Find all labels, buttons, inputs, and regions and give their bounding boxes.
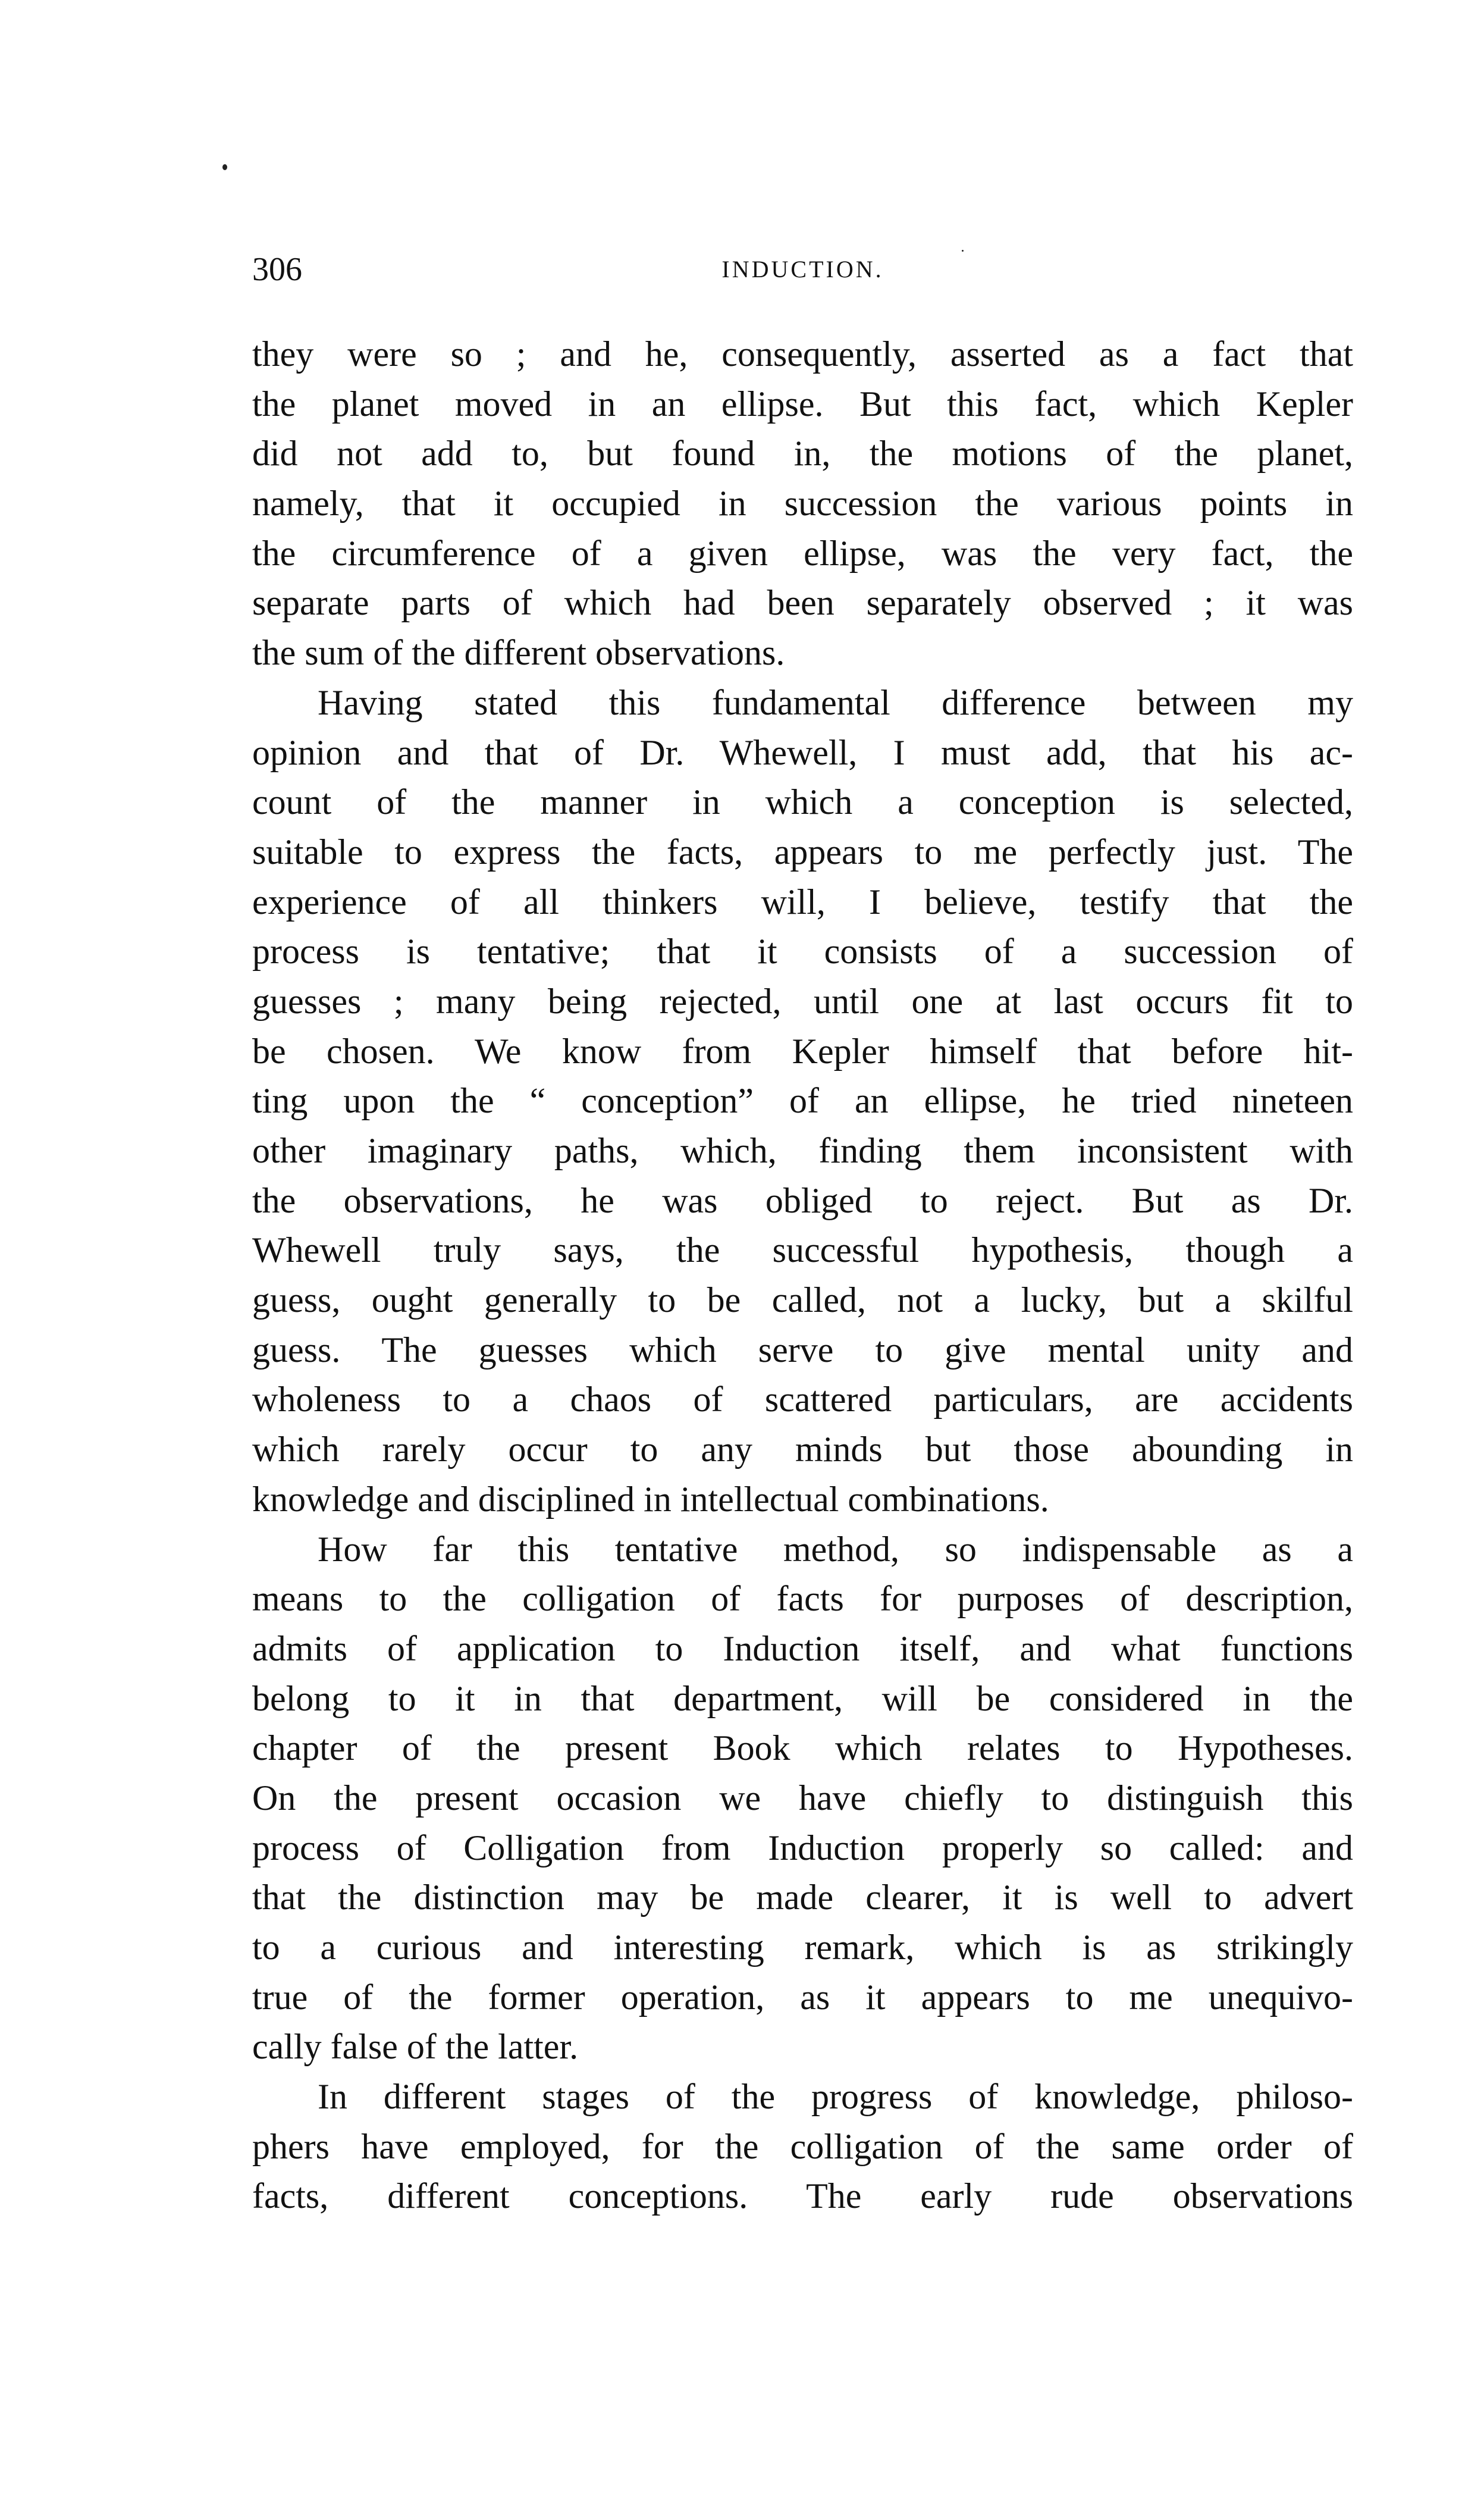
text-line: cally false of the latter.	[252, 2027, 579, 2067]
text-line: wholeness to a chaos of scattered particulars, are accidents	[252, 1380, 1353, 1420]
text-line: true of the former operation, as it appears to me unequivo-	[252, 1977, 1353, 2017]
text-line: to a curious and interesting remark, which is as strikingly	[252, 1928, 1353, 1967]
text-line: other imaginary paths, which, finding them inconsistent with	[252, 1131, 1353, 1170]
scan-speck	[222, 164, 227, 170]
text-line: namely, that it occupied in succession the various points in	[252, 484, 1353, 524]
body-text	[252, 330, 1353, 2222]
text-line: separate parts of which had been separately observed ; it was	[252, 583, 1353, 623]
paragraph	[252, 678, 1353, 1525]
text-line: ting upon the “ conception” of an ellipse, he tried nineteen	[252, 1081, 1353, 1121]
text-line: guess. The guesses which serve to give mental unity and	[252, 1330, 1353, 1370]
text-line: On the present occasion we have chiefly to distinguish this	[252, 1778, 1353, 1818]
text-line: admits of application to Induction itself, and what functions	[252, 1628, 1353, 1668]
text-line: In different stages of the progress of knowledge, philoso-	[318, 2077, 1353, 2117]
text-line: phers have employed, for the colligation of the same order of	[252, 2126, 1353, 2166]
text-line: means to the colligation of facts for purposes of description,	[252, 1579, 1353, 1619]
text-line: process is tentative; that it consists of a succession of	[252, 932, 1353, 972]
text-line: How far this tentative method, so indispensable as a	[318, 1529, 1353, 1569]
paragraph	[252, 330, 1353, 678]
text-line: experience of all thinkers will, I believe, testify that the	[252, 882, 1353, 922]
paragraph	[252, 2072, 1353, 2222]
text-line: guesses ; many being rejected, until one at last occurs fit to	[252, 981, 1353, 1021]
text-line: the observations, he was obliged to reject. But as Dr.	[252, 1180, 1353, 1220]
text-line: process of Colligation from Induction properly so called: and	[252, 1828, 1353, 1868]
text-line: opinion and that of Dr. Whewell, I must add, that his ac-	[252, 732, 1353, 772]
text-line: they were so ; and he, consequently, asserted as a fact that	[252, 334, 1353, 374]
text-line: which rarely occur to any minds but those abounding in	[252, 1430, 1353, 1470]
text-line: be chosen. We know from Kepler himself that before hit-	[252, 1031, 1353, 1071]
text-line: the planet moved in an ellipse. But this fact, which Kepler	[252, 384, 1353, 424]
text-line: facts, different conceptions. The early rude observations	[252, 2176, 1353, 2216]
page-number: 306	[252, 251, 302, 288]
text-line: did not add to, but found in, the motions of the planet,	[252, 434, 1353, 474]
text-line: chapter of the present Book which relates to Hypotheses.	[252, 1728, 1353, 1768]
text-line: guess, ought generally to be called, not a lucky, but a skilful	[252, 1280, 1353, 1320]
text-line: Having stated this fundamental difference between my	[318, 682, 1353, 722]
text-line: that the distinction may be made clearer, it is well to advert	[252, 1878, 1353, 1917]
text-line: knowledge and disciplined in intellectual combinations.	[252, 1479, 1049, 1519]
text-line: the circumference of a given ellipse, was the very fact, the	[252, 533, 1353, 573]
text-line: Whewell truly says, the successful hypothesis, though a	[252, 1230, 1353, 1270]
text-line: count of the manner in which a conception is selected,	[252, 782, 1353, 822]
text-line: suitable to express the facts, appears to me perfectly just. The	[252, 832, 1353, 872]
running-header	[252, 245, 1353, 294]
running-title: INDUCTION.	[721, 256, 884, 283]
text-line: the sum of the different observations.	[252, 633, 785, 673]
text-line: belong to it in that department, will be considered in the	[252, 1678, 1353, 1718]
paragraph	[252, 1525, 1353, 2073]
